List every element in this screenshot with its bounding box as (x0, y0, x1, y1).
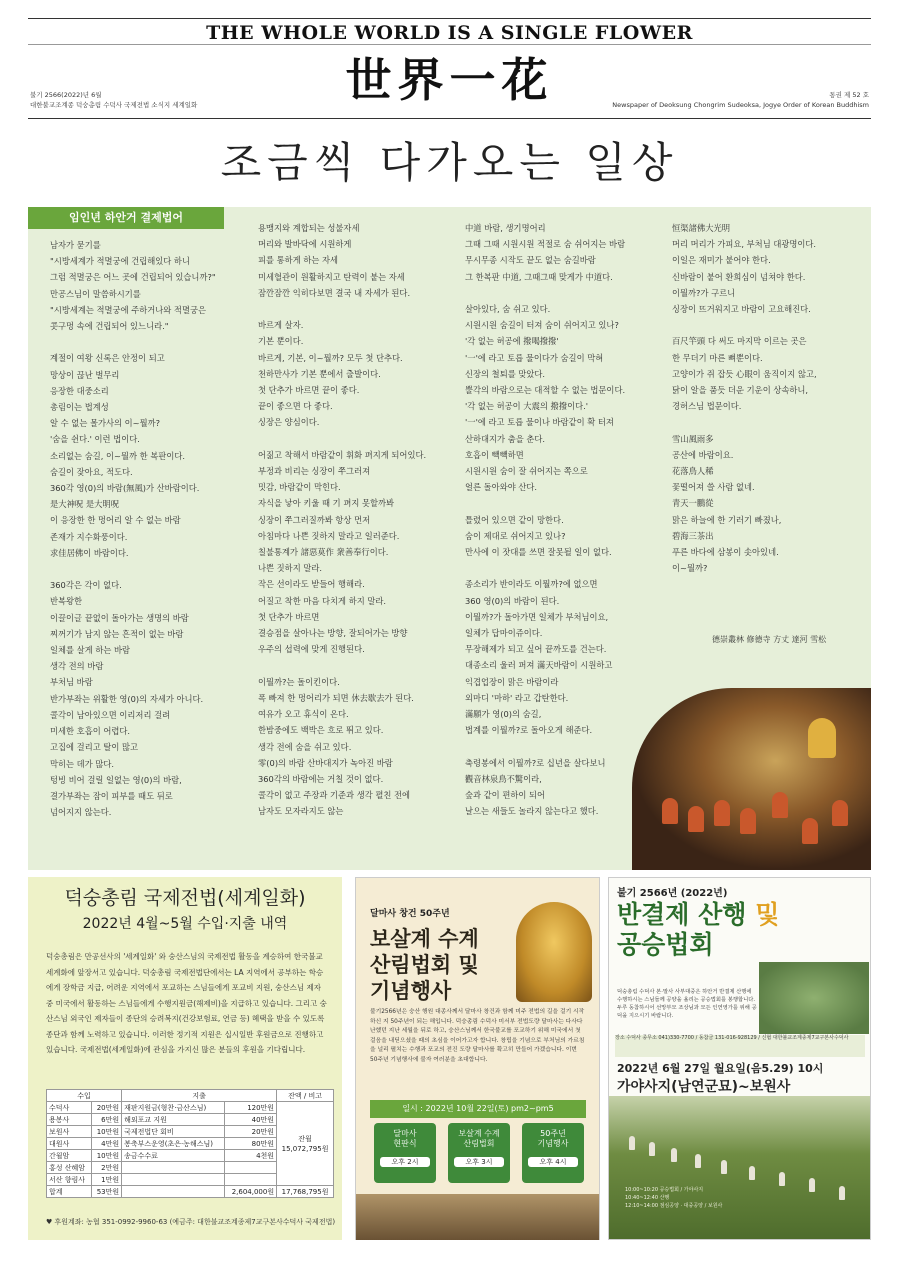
table-cell: 봉축부스운영(초은·농해스님) (122, 1138, 225, 1150)
table-cell: 120만원 (225, 1102, 277, 1114)
poster-title-line: 기념행사 (370, 979, 452, 1003)
table-header-row (47, 1090, 334, 1102)
finance-table (46, 1089, 334, 1198)
schedule-item (448, 1123, 510, 1183)
table-cell: 용봉사 (47, 1114, 92, 1126)
monk-walker (749, 1166, 755, 1180)
monk-figure (740, 808, 756, 834)
buddha-statue-shape (808, 718, 836, 758)
table-cell: 80만원 (225, 1138, 277, 1150)
dharma-talk-column-4: 恒渠諸佛大光明 머리 머리가 가피요, 부처님 대광명이다. 이일은 재미가 붙어야 한다. 신바람이 붙어 환희심이 넘쳐야 한다. 이뭘까?가 구르니 싱장이 뜨거워지고 바람이 고요해진다. 百尺竿頭 다 써도 마지막 이르는 곳은 한 무더기 마른 뼈뿐이다. 고양이가 쥐 잡듯 心眼이 움직이지 않고, 닭이 알을 품듯 더운 기운이 상속하니, 경허스님 법문이다. 雪山風雨多 공산에 바람이요. 花落鳥人稀 꽃떨어져 쓸 사람 없네. 青天一鵬從 맑은 하늘에 한 기러기 빠졌나, 碧海三茶出 푸른 바다에 삼봉이 솟아있네. 이~뭘까? (672, 223, 817, 574)
table-cell: 10만원 (92, 1126, 122, 1138)
table-cell: 4천원 (225, 1150, 277, 1162)
table-cell: 서산 향림사 (47, 1174, 92, 1186)
monk-walker (695, 1154, 701, 1168)
poster-body: 불기2566년은 숭산 행원 대종사께서 달마사 창건과 함께 미주 전법의 길을 걸기 시작하신 지 50주년이 되는 해입니다. 덕숭총림 수덕사 미서부 전법도량 달마사는 다사다난했던 지난 세월을 뒤로 하고, 숭산스님께서 한국불교를 포교하기 위해 미국에서 첫걸음을 내딛으셨을 때의 초심을 이어가고자 합니다. 창립을 기념으로 부처님의 가르침을 널리 펼치는 수행과 포교의 전진 도량 달마사를 확고히 만들어 가겠습니다. 이번 50주년 기념행사에 불자 여러분을 초대합니다. (370, 1009, 585, 1063)
finance-report-panel (28, 877, 342, 1240)
schedule-item (374, 1123, 436, 1183)
monk-figure (714, 800, 730, 826)
table-cell (225, 1162, 277, 1174)
table-cell: 6만원 (92, 1114, 122, 1126)
table-cell: 2만원 (92, 1162, 122, 1174)
monk-figure (832, 800, 848, 826)
poster-title-part: 공승법회 (617, 930, 714, 959)
monk-figure (688, 806, 704, 832)
donation-account: ♥ 후원계좌: 농협 351-0992-9960-63 (예금주: 대한불교조계종제7교구본사수덕사 국제전법) (46, 1218, 336, 1226)
issue-info-right (612, 90, 869, 110)
table-cell: 1만원 (92, 1174, 122, 1186)
hiking-dharma-poster (608, 877, 871, 1240)
event-location: 가야사지(남연군묘)~보원사 (617, 1079, 791, 1095)
table-cell: 합계 (47, 1186, 92, 1198)
table-cell: 4만원 (92, 1138, 122, 1150)
table-header: 수입 (47, 1090, 122, 1102)
monk-figure (662, 798, 678, 824)
poster-body: 덕숭총림 수덕사 본·말사 사부대중은 하안거 반결제 산행에 수행하시는 스님들께 공양을 올리는 공승법회를 봉행합니다. 두루 동참하시어 선망부모 조상님과 모든 인연영가를 위해 공덕을 지으시기 바랍니다. (617, 989, 757, 1019)
monk-walker (779, 1172, 785, 1186)
masthead-tagline: THE WHOLE WORLD IS A SINGLE FLOWER (206, 22, 693, 44)
poster-year: 불기 2566년 (2022년) (617, 888, 728, 899)
finance-report-title: 덕숭총림 국제전법(세계일화) (64, 887, 306, 909)
table-cell (122, 1186, 225, 1198)
dharma-talk-column-1: 남자가 묻기를 "시방세계가 적멸궁에 건립해있다 하니 그럼 적멸궁은 어느 곳에 건립되어 있습니까?" 만공스님이 말씀하시기를 "시방세계는 적멸궁에 주하거나와 적멸궁은 콧구멍 속에 건립되어 있느니라." 계절이 여왕 신록은 안정이 되고 망상이 끊난 벌무리 응장한 대중소리 총림이는 법계성 알 수 없는 몰가사의 이~뭘까? '숨을 쉰다.' 이런 법이다. 소리없는 숨길, 이~뭘까 한 복판이다. 숨길이 잦아요, 적도다. 360각 영(0)의 바람(無風)가 산바람이다. 是大神呪 是大明呪 이 응장한 한 멍어리 알 수 없는 바람 존재가 지수화풍이다. 求佳居佛이 바람이다. 360각은 각이 없다. 반복왕한 이끌이글 끝없이 돌아가는 생명의 바람 찌꺼기가 남지 않는 흔적이 없는 바람 일체를 살게 하는 바람 생각 전의 바람 부처님 바람 반가부좌는 위활한 영(0)의 자세가 아니다. 콜각이 남아있으면 이리저리 걸려 미세한 호흡이 어렵다. 고집에 걸리고 탈이 많고 막히는 데가 많다. 텅빙 비어 걸릴 일없는 영(0)의 바람, 결가부좌는 잠이 피부를 때도 뒤로 넘어지지 않는다. (50, 240, 216, 818)
table-cell (122, 1162, 225, 1174)
table-cell: 재판지원금(형찬·금산스님) (122, 1102, 225, 1114)
poster-kicker: 달마사 창건 50주년 (370, 909, 450, 919)
table-cell: 국제전법단 회비 (122, 1126, 225, 1138)
masthead-rule (28, 118, 871, 119)
event-date-bar: 일시 : 2022년 10월 22일(토) pm2~pm5 (370, 1100, 586, 1118)
table-cell: 송금수수료 (122, 1150, 225, 1162)
schedule-item-name: 보살계 수계 산림법회 (458, 1129, 500, 1148)
schedule-item (522, 1123, 584, 1183)
poster-title-line: 보살계 수계 (370, 927, 479, 951)
monk-walker (839, 1186, 845, 1200)
monks-outdoor-photo (759, 962, 869, 1034)
balance-cell (277, 1102, 334, 1186)
event-schedule (374, 1123, 584, 1185)
top-rule (28, 18, 871, 19)
table-cell: 20만원 (225, 1126, 277, 1138)
event-timetable: 10:00~10:20 공승법회 / 가야사지 10:40~12:40 산행 12:10~14:00 점심공양 · 대중공양 / 보원사 (625, 1187, 723, 1209)
headline: 조금씩 다가오는 일상 (220, 138, 679, 187)
table-header: 잔액 / 비고 (277, 1090, 334, 1102)
table-total-row (47, 1186, 334, 1198)
balance-label: 잔월 (298, 1134, 312, 1143)
table-cell: 보원사 (47, 1126, 92, 1138)
poster-title (370, 926, 479, 1004)
table-cell: 10만원 (92, 1150, 122, 1162)
schedule-item-time: 오후 4시 (528, 1157, 578, 1167)
table-cell: 수덕사 (47, 1102, 92, 1114)
monk-figure (772, 792, 788, 818)
monk-walker (671, 1148, 677, 1162)
dharma-talk-column-3: 中道 바람, 생기명어리 그때 그때 시원시원 적절로 숨 쉬어지는 바람 무시무종 시작도 끝도 없는 숨길바람 그 한복판 中道, 그때그때 맞게가 中道다. 살아있다, 숨 쉬고 있다. 시원시원 숨길이 터져 숨이 쉬어지고 있나? '각 없는 허공에 撥喝撥撥' '一'에 라고 토릅 물이다가 숨길이 막혀 신장의 철퇴를 맞았다. 뿔각의 바람으로는 대적할 수 없는 법문이다. '각 없는 허공이 大震의 撥撥이다.' '一'에 라고 토릅 물이나 바람같이 확 터져 산하대지가 춤을 춘다. 호흡이 빽빽하면 시원시원 숨이 잘 쉬어지는 쪽으로 얼른 돌아와야 산다. 틀렸어 있으면 같이 망한다. 숨이 제대로 쉬어지고 있나? 만사에 이 잣대를 쓰면 잘못될 일이 없다. 종소리가 반이라도 이뭘까?에 없으면 360 영(0)의 바람이 된다. 이뭘까?가 돌아가면 일체가 부처님이요, 일체가 답마이쥬이다. 무장해제가 되고 싶어 끝까도를 건는다. 대종소리 울러 퍼져 滿天바람이 시원하고 익겹업장이 맑은 바람이라 외마디 '마하' 라고 갑탄한다. 滿願가 영(0)의 숨길, 법계를 이뭘까?로 돌아오게 해준다. 축령봉에서 이뭘까?로 십년을 살다보니 觀音林泉鳥不驚이라, 숲과 같이 편하이 되어 날으는 새들도 놀라지 않는다고 했다. (465, 223, 626, 817)
table-row (47, 1102, 334, 1114)
schedule-item-name: 달마사 현판식 (393, 1129, 417, 1148)
meditation-hall-photo (632, 688, 871, 870)
event-date: 2022년 6월 27일 월요일(음5.29) 10시 (617, 1062, 824, 1075)
monk-walker (809, 1178, 815, 1192)
table-cell: 2,604,000원 (225, 1186, 277, 1198)
table-cell (122, 1174, 225, 1186)
issue-date: 불기 2566(2022)년 6월 (30, 91, 102, 99)
finance-report-body: 덕숭총림은 만공선사의 '세계일화' 와 숭산스님의 국제전법 활동을 계승하여 한국불교 세계화에 앞장서고 있습니다. 덕숭총림 국제전법단에서는 LA 지역에서 공부하는 학승에게 장학금 지급, 어려운 지역에서 포교하는 스님들에게 포교비 지원, 숭산스님 제자 중 미국에서 활동하는 스님들에게 수행지원금(해제비)을 지급하고 있습니다. 그리고 숭산스님 외국인 제자들이 종단의 승려복지(건강보험료, 연금 등) 혜택을 받을 수 있도록 종단과 함께 노력하고 있습니다. 이러한 정기적 지원은 십시일반 후원금으로 진행하고 있습니다. 국제전법(세계일화)에 관심을 가지신 많은 분들의 후원을 기다립니다. (46, 952, 327, 1054)
finance-report-subtitle: 2022년 4월~5월 수입·지출 내역 (82, 916, 288, 932)
table-cell: 간월암 (47, 1150, 92, 1162)
monk-walker (629, 1136, 635, 1150)
contact-strip: 장소 수덕사 종무소 041)330-7700 / 동참금 131-016-928129 / 신협 대한불교조계종제7교구본사수덕사 (615, 1035, 865, 1057)
publisher-line: 대한불교조계종 덕숭총림 수덕사 국제전법 소식지 세계일화 (30, 101, 198, 109)
monk-figure (802, 818, 818, 844)
dharma-talk-column-2: 용맹지와 계합되는 성불자세 머리와 발바닥에 시원하게 피를 통하게 하는 자세 미세혈관이 원활하지고 탄력이 붙는 자세 잠깐잠깐 익히다보면 결국 내 자세가 된다. 바르게 살자. 기본 뿐이다. 바르게, 기본, 이~뭘까? 모두 첫 단추다. 천하만사가 기본 뿐에서 출발이다. 첫 단추가 바르면 끝이 좋다. 끝이 좋으면 다 좋다. 싱장은 양심이다. 어짊고 착해서 바람같이 휘화 펴지게 되어있다. 부정과 비리는 싱장이 쭈그러져 밋감, 바람같이 막힌다. 자식을 낳아 키울 때 기 펴지 못할까봐 싱장이 쭈그러질까봐 항상 먼저 아침마다 나쁜 짓하지 말라고 일러준다. 칠불통계가 諸惡莫作 衆善奉行이다. 나쁜 짓하지 말라. 작은 선이라도 받들어 행해라. 어질고 착한 마음 다치게 하지 말라. 첫 단추가 바르면 결승점을 살아나는 방향, 잘되어가는 방향 우주의 섭력에 맞게 진행된다. 이뭘까?는 돌이킨이다. 폭 빠져 한 멍어리가 되면 休去歇去가 된다. 여유가 오고 휴식이 온다. 한밤중에도 백박은 흐로 뛰고 있다. 생각 전에 숨을 쉬고 있다. 零(0)의 바람 산바대지가 녹아진 바람 360각의 바람에는 거칠 것이 없다. 콜각이 없고 주장과 기준과 생각 펼친 전에 남자도 모자라지도 않는 (258, 223, 427, 817)
dharma-talk-tag: 임인년 하안거 결제법어 (28, 207, 224, 229)
poster-title-line: 산림법회 및 (370, 953, 479, 977)
golden-buddha-image (516, 902, 592, 1002)
issue-info-left (30, 90, 197, 110)
table-cell: 40만원 (225, 1114, 277, 1126)
table-cell: 20만원 (92, 1102, 122, 1114)
table-cell: 대원사 (47, 1138, 92, 1150)
table-cell: 53만원 (92, 1186, 122, 1198)
table-cell: 홍성 산혜암 (47, 1162, 92, 1174)
table-header: 지출 (122, 1090, 277, 1102)
issue-number: 통권 제 52 호 (829, 91, 869, 99)
temple-roof-image (356, 1194, 599, 1240)
masthead-logo: 世界一花 (345, 53, 554, 107)
schedule-item-time: 오후 2시 (380, 1157, 430, 1167)
monk-walker (721, 1160, 727, 1174)
publisher-english: Newspaper of Deoksung Chongrim Sudeoksa, Jogye Order of Korean Buddhism (612, 101, 869, 109)
hiking-field-photo (609, 1096, 871, 1240)
poster-title-part: 반결제 산행 (617, 900, 747, 929)
poster-title-and: 및 (755, 900, 780, 929)
monk-walker (649, 1142, 655, 1156)
table-cell (225, 1174, 277, 1186)
balance-value: 15,072,795원 (281, 1144, 329, 1153)
table-cell: 해외포교 지원 (122, 1114, 225, 1126)
author-signature: 德崇叢林 修德寺 方丈 達河 雪松 (712, 635, 827, 644)
schedule-item-time: 오후 3시 (454, 1157, 504, 1167)
poster-title (617, 900, 779, 960)
table-cell: 17,768,795원 (277, 1186, 334, 1198)
dalmasa-event-poster (355, 877, 600, 1240)
schedule-item-name: 50주년 기념행사 (537, 1129, 569, 1148)
